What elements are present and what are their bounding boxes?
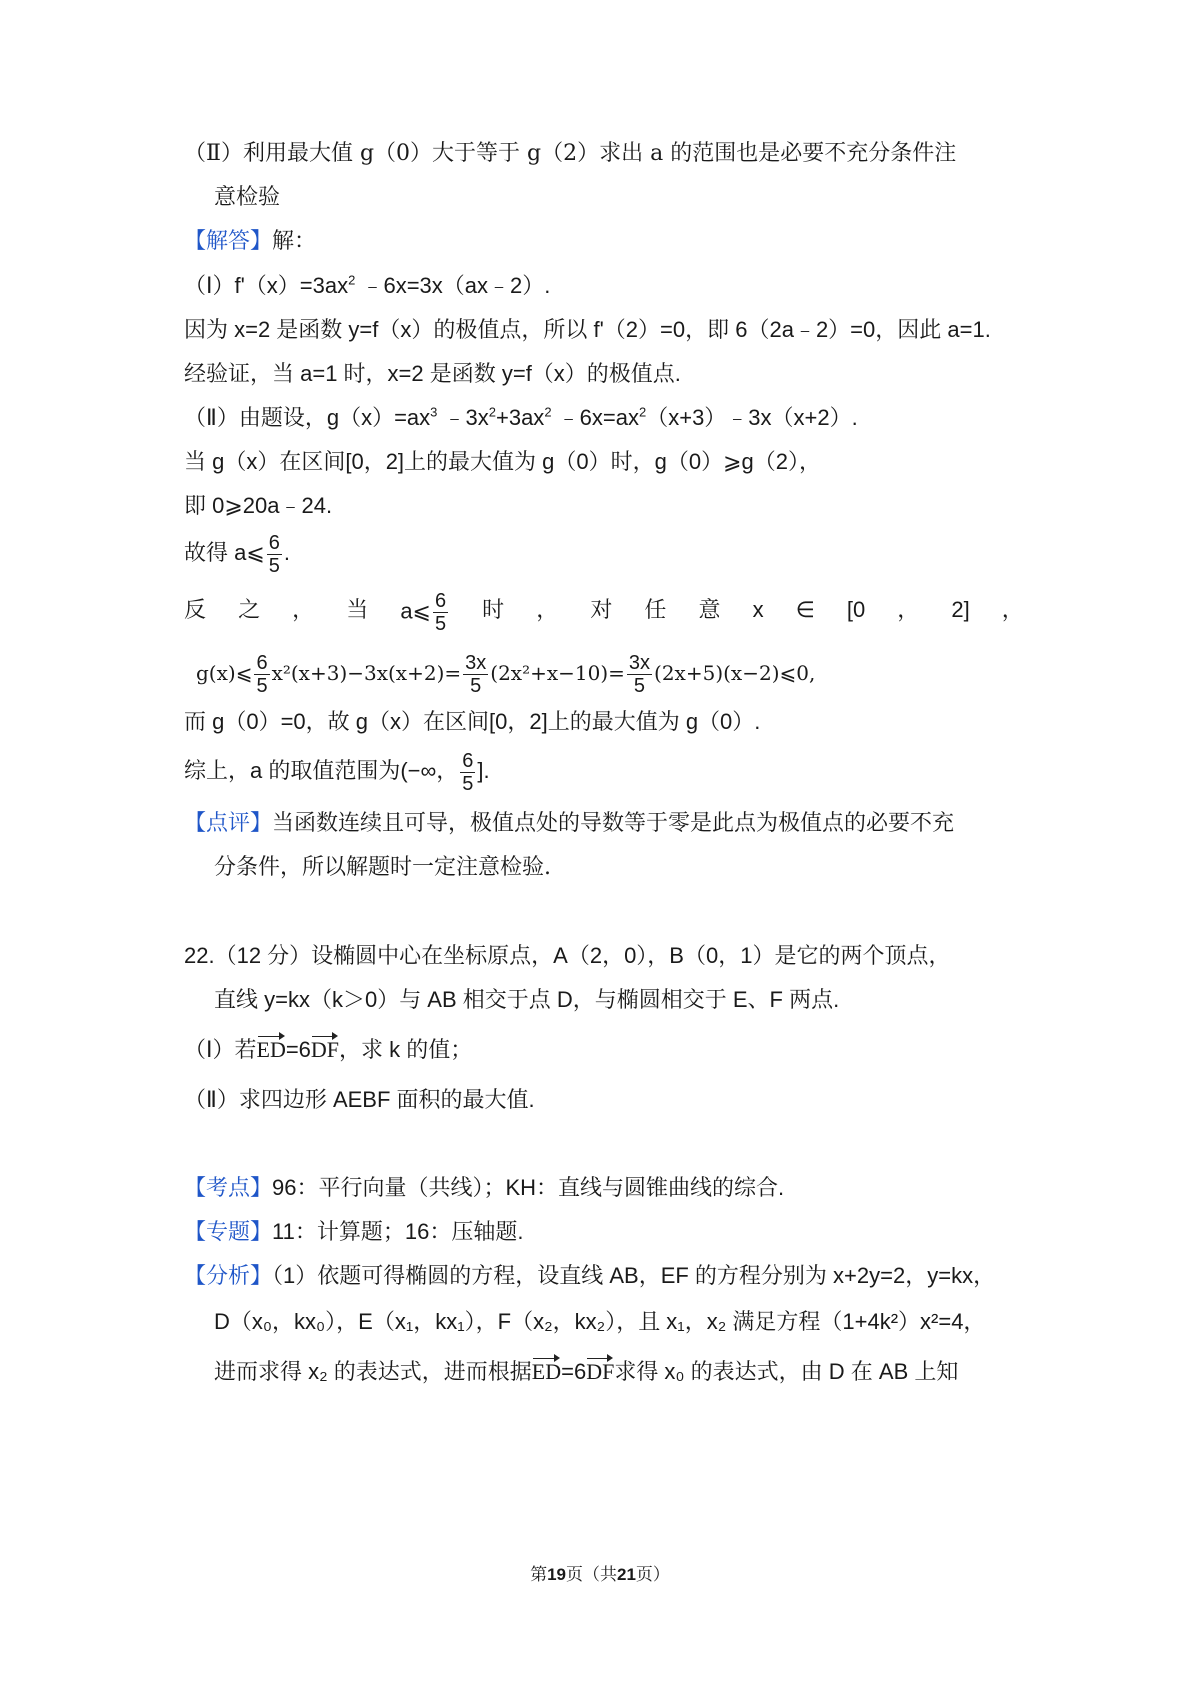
formula-text: g(x)⩽ xyxy=(196,661,253,685)
text-span: 当 xyxy=(346,597,369,622)
fraction xyxy=(267,532,282,577)
numerator: 3x xyxy=(628,652,651,674)
superscript: 2 xyxy=(638,404,647,420)
text-span: 综上，a 的取值范围为(−∞， xyxy=(184,758,459,783)
text-span: x xyxy=(752,597,764,622)
text-span: 求得 x₀ 的表达式，由 D 在 AB 上知 xyxy=(614,1359,959,1384)
math-formula xyxy=(196,650,815,697)
text-span: （Ⅱ）由题设，g（x）=ax xyxy=(184,405,431,430)
text-line xyxy=(184,530,290,577)
text-span: （Ⅰ）若 xyxy=(184,1037,257,1062)
text-line xyxy=(184,226,316,258)
denominator: 5 xyxy=(633,675,646,697)
formula-text: (2x²+x−10)= xyxy=(490,661,625,685)
text-span: （x+3）﹣3x（x+2）. xyxy=(646,405,858,430)
fraction xyxy=(433,590,448,635)
text-line xyxy=(184,402,858,434)
text-span: 当函数连续且可导，极值点处的导数等于零是此点为极值点的必要不充 xyxy=(272,811,955,836)
fraction xyxy=(254,652,269,697)
text-line xyxy=(184,1172,784,1204)
page-total: 21 xyxy=(617,1565,636,1584)
section-tag-zhuanti: 【专题】 xyxy=(184,1219,273,1244)
text-span: （Ⅰ）f'（x）=3ax xyxy=(184,273,349,298)
text-line xyxy=(184,808,954,840)
numerator: 3x xyxy=(465,652,487,674)
superscript: 2 xyxy=(488,404,496,420)
inline-math: a⩽ $\frac{6}{5}$ xyxy=(400,590,447,635)
justified-line xyxy=(184,590,1024,635)
superscript: 2 xyxy=(544,404,552,420)
text-span: （1）依题可得椭圆的方程，设直线 AB，EF 的方程分别为 x+2y=2，y=kx， xyxy=(272,1263,996,1288)
text-line: 意检验 xyxy=(214,185,281,210)
text-line xyxy=(184,1260,995,1292)
fraction xyxy=(463,652,488,697)
footer-text: 页） xyxy=(635,1565,670,1585)
text-span: =6 xyxy=(285,1037,311,1062)
vector-ed: ED xyxy=(532,1356,561,1388)
text-span: ， xyxy=(292,597,315,622)
denominator: 5 xyxy=(434,613,447,635)
page-footer xyxy=(0,1560,1200,1585)
superscript: 3 xyxy=(430,404,438,420)
text-line xyxy=(184,748,490,795)
text-span: 对 xyxy=(590,597,613,622)
text-span: ， xyxy=(536,597,559,622)
text-line xyxy=(214,1356,958,1388)
text-span: ﹣6x=ax xyxy=(551,405,639,430)
text-span: 2] xyxy=(951,597,970,622)
denominator: 5 xyxy=(268,554,280,577)
text-line: 分条件，所以解题时一定注意检验. xyxy=(214,855,551,880)
text-span: =6 xyxy=(561,1359,587,1384)
question-22-line: 22.（12 分）设椭圆中心在坐标原点，A（2，0），B（0，1）是它的两个顶点， xyxy=(184,943,951,968)
text-line xyxy=(184,270,550,302)
text-line: 当 g（x）在区间[0，2]上的最大值为 g（0）时，g（0）⩾g（2）， xyxy=(184,449,822,474)
text-span: 11：计算题；16：压轴题. xyxy=(272,1219,524,1244)
text-span: 故得 a⩽ xyxy=(184,540,265,565)
text-span: 反 xyxy=(184,597,207,622)
text-span: ﹣6x=3x（ax﹣2）. xyxy=(355,273,551,298)
question-22-line: 直线 y=kx（k＞0）与 AB 相交于点 D，与椭圆相交于 E、F 两点. xyxy=(214,987,840,1012)
text-span: +3ax xyxy=(495,405,545,430)
text-line: 即 0⩾20a﹣24. xyxy=(184,493,333,518)
section-tag-fenxi: 【分析】 xyxy=(184,1263,273,1288)
footer-text: 第 xyxy=(530,1565,548,1585)
section-tag-jieda: 【解答】 xyxy=(184,229,273,254)
numerator: 6 xyxy=(256,652,268,674)
text-span: 进而求得 x₂ 的表达式，进而根据 xyxy=(214,1359,532,1384)
text-line: 经验证，当 a=1 时，x=2 是函数 y=f（x）的极值点. xyxy=(184,361,681,386)
text-line: D（x₀，kx₀），E（x₁，kx₁），F（x₂，kx₂），且 x₁，x₂ 满足方程（1+4k²）x²=4， xyxy=(214,1309,986,1334)
text-span: ﹣3x xyxy=(437,405,489,430)
text-line: 因为 x=2 是函数 y=f（x）的极值点，所以 f'（2）=0，即 6（2a﹣2）=0，因此 a=1. xyxy=(184,317,991,342)
formula-text: (2x+5)(x−2)⩽0, xyxy=(654,661,816,685)
text-span: ， xyxy=(897,597,920,622)
question-22-part-2: （Ⅱ）求四边形 AEBF 面积的最大值. xyxy=(184,1087,535,1112)
text-span: 时 xyxy=(482,597,505,622)
text-span: [0 xyxy=(846,597,866,622)
text-span: ∈ xyxy=(795,597,815,622)
text-span: ，求 k 的值； xyxy=(339,1037,473,1062)
text-span: . xyxy=(283,540,291,565)
formula-text: x²(x+3)−3x(x+2)= xyxy=(271,661,462,685)
text-line: 而 g（0）=0，故 g（x）在区间[0，2]上的最大值为 g（0）. xyxy=(184,709,761,734)
denominator: 5 xyxy=(256,675,268,697)
text-line xyxy=(184,1216,523,1248)
numerator: 6 xyxy=(434,590,447,612)
page-number: 19 xyxy=(547,1565,566,1584)
fraction xyxy=(460,750,475,795)
numerator: 6 xyxy=(462,749,474,772)
text-span: 意 xyxy=(698,597,721,622)
numerator: 6 xyxy=(268,531,280,554)
text-line: （Ⅱ）利用最大值 g（0）大于等于 g（2）求出 a 的范围也是必要不充分条件注 xyxy=(184,141,957,166)
text-span: 解： xyxy=(272,229,317,254)
text-span: 之 xyxy=(238,597,261,622)
vector-df: DF xyxy=(311,1034,339,1066)
text-span: ]. xyxy=(477,758,490,783)
section-tag-kaodian: 【考点】 xyxy=(184,1175,273,1200)
text-span: ， xyxy=(1001,597,1024,622)
denominator: 5 xyxy=(470,675,482,697)
text-span: 任 xyxy=(644,597,667,622)
text-span: 96：平行向量（共线）；KH：直线与圆锥曲线的综合. xyxy=(272,1175,785,1200)
vector-df: DF xyxy=(586,1356,614,1388)
superscript: 2 xyxy=(348,272,356,288)
denominator: 5 xyxy=(462,772,474,795)
footer-text: 页（共 xyxy=(566,1565,617,1585)
vector-ed: ED xyxy=(257,1034,286,1066)
section-tag-dianping: 【点评】 xyxy=(184,811,273,836)
question-22-part-1 xyxy=(184,1034,472,1066)
fraction xyxy=(627,652,652,697)
